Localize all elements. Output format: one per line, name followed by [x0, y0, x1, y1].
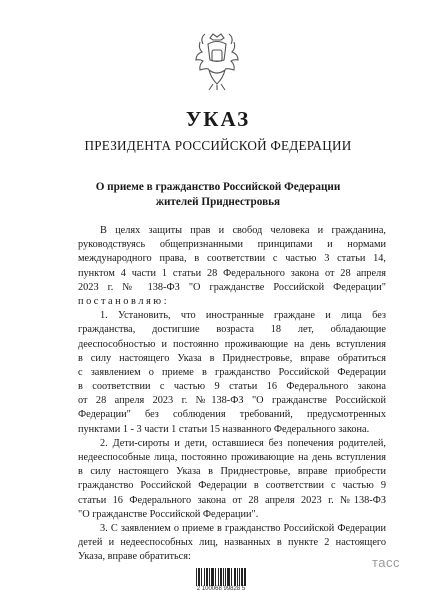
- coat-of-arms-emblem: [188, 30, 246, 92]
- barcode-number: 2 100068 99828 5: [196, 586, 246, 592]
- body-line: 1. Установить, что иностранные граждане и лица без: [100, 310, 386, 322]
- body-line: гражданство Российской Федерации в соответствии с частью 9: [78, 480, 386, 492]
- tass-watermark: тасс: [372, 555, 401, 570]
- barcode-image: [196, 568, 246, 586]
- body-line: в соответствии с частью 9 статьи 16 Федерального закона: [78, 381, 386, 393]
- body-line: статьи 16 Федерального закона от 28 апреля 2023 г. №138-ФЗ: [78, 494, 386, 506]
- body-line: в силу настоящего Указа в Приднестровье, вправе обратиться: [78, 352, 386, 364]
- body-line: детей и недееспособных лиц, названных в пункте 2 настоящего: [78, 537, 386, 549]
- body-line: пунктом 4 части 1 статьи 28 Федерального закона от 28 апреля: [78, 267, 386, 279]
- body-line: гражданства, достигшие возраста 18 лет, обладающие: [78, 324, 386, 336]
- body-line: в силу настоящего Указа в Приднестровье, вправе приобрести: [78, 466, 386, 478]
- body-line: 2. Дети-сироты и дети, оставшиеся без попечения родителей,: [100, 437, 386, 449]
- body-line: В целях защиты прав и свобод человека и гражданина,: [100, 225, 386, 236]
- subject-line: О приеме в гражданство Российской Федерации: [95, 181, 341, 193]
- subject-line: жителей Приднестровья: [155, 196, 281, 208]
- decree-title: УКАЗ: [185, 107, 251, 131]
- body-line: Указа, вправе обратиться:: [78, 551, 191, 563]
- body-line: Федерации" без соблюдения требований, предусмотренных: [78, 409, 386, 421]
- body-line: с заявлением о приеме в гражданство Российской Федерации: [78, 366, 386, 378]
- decree-subtitle: ПРЕЗИДЕНТА РОССИЙСКОЙ ФЕДЕРАЦИИ: [84, 138, 352, 153]
- body-line: 2023 г. № 138-ФЗ "О гражданстве Российской Федерации": [78, 281, 386, 293]
- body-line: "О гражданстве Российской Федерации".: [78, 508, 259, 520]
- decree-subject: [0, 180, 436, 210]
- body-line: п о с т а н о в л я ю :: [78, 295, 167, 307]
- body-line: от 28 апреля 2023 г. №138-ФЗ "О гражданстве Российской: [78, 395, 386, 407]
- body-line: руководствуясь общепризнанными принципами и нормами: [78, 239, 386, 251]
- body-line: дееспособностью и постоянно проживающие на день вступления: [78, 338, 386, 350]
- body-line: 3. С заявлением о приеме в гражданство Российской Федерации: [100, 522, 386, 534]
- body-line: международного права, в соответствии с частью 3 статьи 14,: [78, 253, 386, 265]
- decree-body: [78, 224, 386, 565]
- body-line: пунктами 1 - 3 части 1 статьи 15 названного Федерального закона.: [78, 423, 370, 435]
- body-line: недееспособные лица, постоянно проживающие на день вступления: [78, 452, 386, 463]
